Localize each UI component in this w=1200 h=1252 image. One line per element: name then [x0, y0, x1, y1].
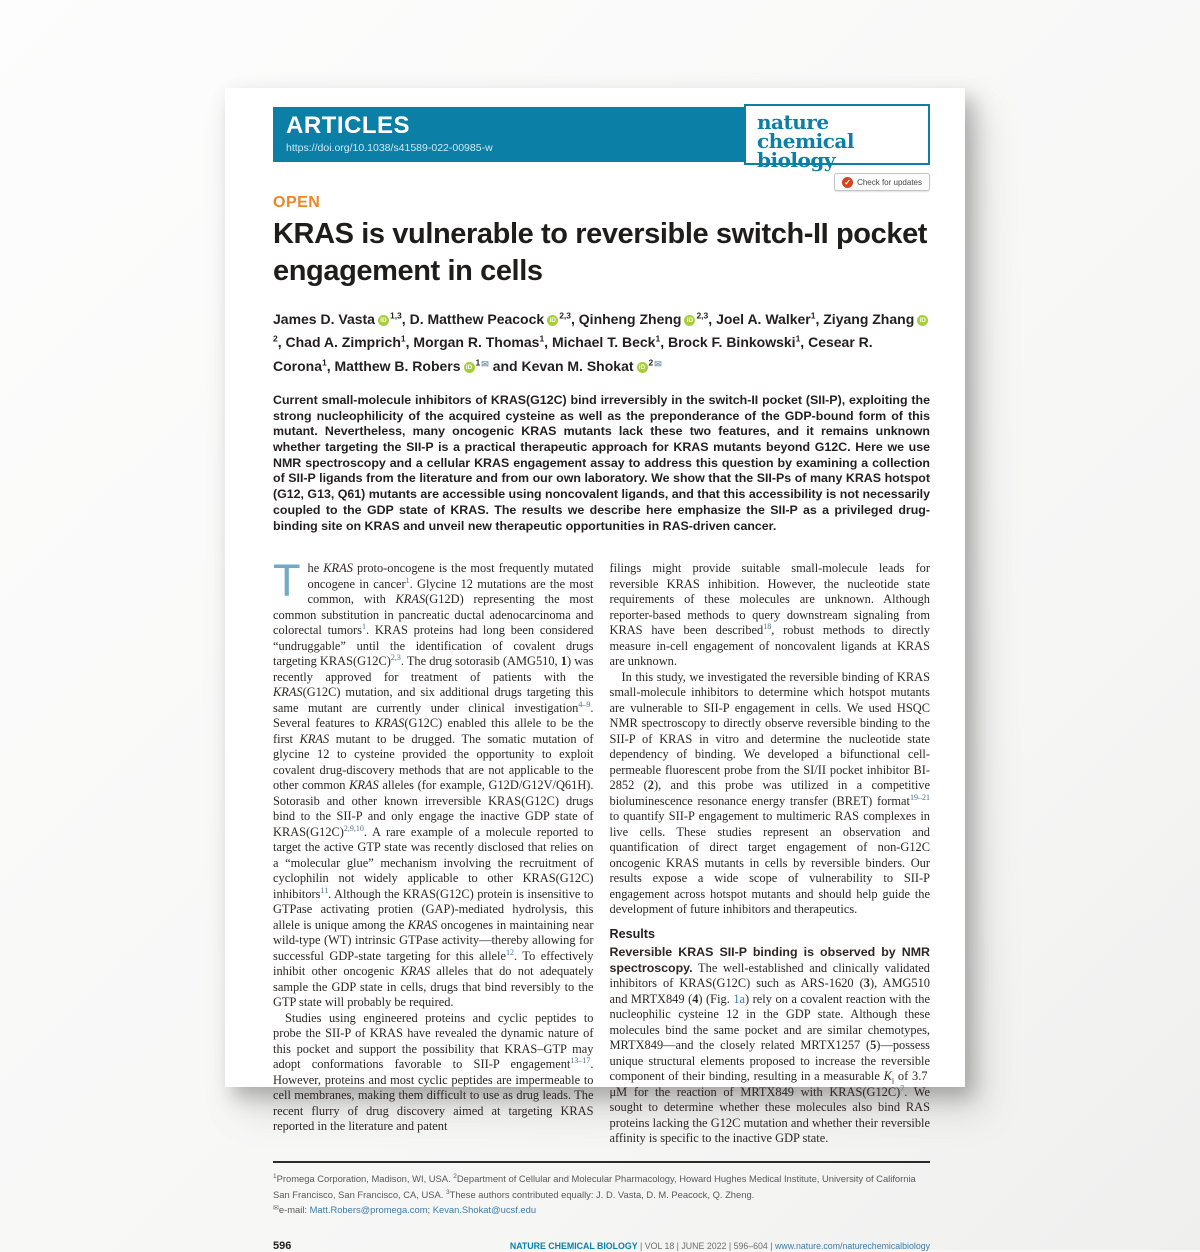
- journal-logo: [744, 104, 930, 172]
- author: Michael T. Beck$^1$,: [551, 333, 668, 351]
- affiliation-superscript: 1: [539, 333, 545, 344]
- affiliation-superscript: 2: [273, 333, 278, 344]
- section-label: ARTICLES: [286, 112, 410, 139]
- orcid-icon[interactable]: iD: [684, 315, 695, 326]
- email-link-robers[interactable]: Matt.Robers@promega.com: [309, 1203, 428, 1215]
- author: James D. Vasta iD$^{1,3}$,: [273, 310, 410, 327]
- right-column: [610, 561, 931, 1147]
- journal-logo-line2: chemical biology: [757, 129, 854, 172]
- author-name: Matthew B. Robers: [334, 357, 461, 374]
- author-list: [273, 305, 930, 376]
- affiliation-superscript: 2: [648, 357, 654, 368]
- affiliations-text: $^1$Promega Corporation, Madison, WI, USA. $^2$Department of Cellular and Molecular Pharmacology, Howard Hughes Medical Institute, University of California San Francisco, San Francisco, CA, USA. $^3$These authors contributed equally: J. D. Vasta, D. M. Peacock, Q. Zheng.: [273, 1172, 916, 1200]
- author: Matthew B. Robers $iD^{1✉}$ and: [334, 357, 522, 374]
- author-name: Michael T. Beck: [551, 334, 656, 351]
- author: [521, 358, 661, 374]
- author: Cesear R. Corona$^1$,: [273, 334, 873, 374]
- affiliation-superscript: 1: [322, 357, 327, 368]
- email-link-shokat[interactable]: Kevan.Shokat@ucsf.edu: [432, 1203, 537, 1215]
- crossmark-icon: ✓: [842, 177, 853, 188]
- check-for-updates-label: Check for updates: [857, 177, 922, 187]
- author-name: Brock F. Binkowski: [667, 334, 796, 351]
- affiliation-superscript: 1: [475, 357, 481, 368]
- orcid-icon[interactable]: iD: [637, 362, 648, 373]
- author-name: Cesear R. Corona: [273, 334, 873, 374]
- abstract-text: Current small-molecule inhibitors of KRAS(G12C) bind irreversibly in the switch-II pocket (SII-P), exploiting the strong nucleophilicity of the acquired cysteine as well as the preponderance of the GDP-bound form of this mutant. Nevertheless, many oncogenic KRAS mutants lack these two features, and it remains unknown whether targeting the SII-P is a practical therapeutic approach for KRAS mutants beyond G12C. Here we use NMR spectroscopy and a cellular KRAS engagement assay to address this question by examining a collection of SII-P ligands from the literature and from our own laboratory. We show that the SII-Ps of many KRAS hotspot (G12, G13, Q61) mutants are accessible using noncovalent ligands, and that this accessibility is not necessarily coupled to the GDP state of KRAS. The results we describe here emphasize the SII-P as a privileged drug-binding site on KRAS and unveil new therapeutic opportunities in RAS-driven cancer.: [273, 392, 930, 533]
- author-name: Kevan M. Shokat: [521, 357, 634, 374]
- author: Chad A. Zimprich$^1$,: [285, 333, 414, 351]
- paragraph: Reversible KRAS SII-P binding is observed by NMR spectroscopy. The well-established and clinically validated inhibitors of KRAS(G12C) such as ARS-1620 (3), AMG510 and MRTX849 (4) (Fig. 1a) rely on a covalent reaction with the nucleophilic cysteine 12 in the GDP state. Although these molecules bind the same pocket and are similar chemotypes, MRTX849—and the closely related MRTX1257 (5)—possess unique structural elements proposed to increase the reversible component of their binding, resulting in a measurable $K_i$ of 3.7 μM for the reaction of MRTX849 with $KRAS(G12C)^7$. We sought to determine whether these molecules also bind RAS proteins lacking the G12C mutation and whether their reversible affinity is specific to the inactive GDP state.: [609, 945, 930, 1146]
- page-number: 596: [273, 1240, 292, 1252]
- paragraph-text: he KRAS proto-oncogene is the most frequently mutated oncogene in cancer$^1$. Glycine 12 mutations are the most common, with KRAS(G12D) representing the most common substitution in pancreatic ductal adenocarcinoma and colorectal tumors$^1$. KRAS proteins had long been considered “undruggable” until the identification of covalent drugs targeting $KRAS(G12C)^{2,3}$. The drug sotorasib (AMG510, 1) was recently approved for treatment of patients with the KRAS(G12C) mutation, and six additional drugs targeting this same mutant are currently under clinical investigation$^{4-9}$. Several features to KRAS(G12C) enabled this allele to be the first KRAS mutant to be drugged. The somatic mutation of glycine 12 to cysteine provided the opportunity to exploit covalent drug-discovery methods that are not applicable to the other common KRAS alleles (for example, G12D/G12V/Q61H). Sotorasib and other known irreversible KRAS(G12C) drugs bind to the SII-P and only engage the inactive GDP state of $KRAS(G12C)^{2,9,10}$. A rare example of a molecule reported to target the active GTP state was recently disclosed that relies on a “molecular glue” mechanism involving the recruitment of cyclophilin not widely applicable to other KRAS(G12C) inhibitors$^{11}$. Although the KRAS(G12C) protein is insensitive to GTPase activating protien (GAP)-mediated hydrolysis, this allele is unique among the KRAS oncogenes in maintaining near wild-type (WT) intrinsic GTPase activity—thereby allowing for successful GDP-state targeting for this allele$^{12}$. To effectively inhibit other oncogenic KRAS alleles that do not adequately sample the GDP state in cells, drugs that bind reversibly to the GTP state will probably be required.: [273, 561, 594, 1010]
- journal-footer-issue: | VOL 18 | JUNE 2022 | 596–604 |: [637, 1241, 775, 1252]
- paragraph: filings might provide suitable small-molecule leads for reversible KRAS inhibition. However, the nucleotide state requirements of these molecules are unknown. Although reporter-based methods to query downstream signaling from KRAS have been described$^{18}$, robust methods to directly measure in-cell engagement of noncovalent ligands at KRAS are unknown.: [609, 561, 930, 669]
- badge-row: [273, 173, 930, 191]
- author: Ziyang Zhang $iD^2$,: [273, 311, 929, 351]
- affiliation-superscript: 2,3: [559, 310, 572, 320]
- doi-link[interactable]: https://doi.org/10.1038/s41589-022-00985-w: [286, 142, 493, 154]
- author-name: Ziyang Zhang: [823, 310, 915, 327]
- affiliation-superscript: 1: [400, 333, 406, 344]
- email-separator: ;: [427, 1203, 433, 1215]
- affiliation-superscript: 2,3: [696, 310, 709, 320]
- author-name: D. Matthew Peacock: [409, 310, 545, 327]
- author-name: James D. Vasta: [273, 310, 375, 327]
- journal-logo-line1: nature: [757, 110, 829, 134]
- header-bar: [273, 107, 930, 172]
- email-label: e-mail:: [278, 1203, 310, 1215]
- orcid-icon[interactable]: iD: [378, 315, 389, 326]
- envelope-icon: ✉: [273, 1204, 279, 1212]
- journal-footer-name: NATURE CHEMICAL BIOLOGY: [509, 1241, 638, 1252]
- journal-footer-url[interactable]: www.nature.com/naturechemicalbiology: [775, 1241, 930, 1252]
- author-name: Qinheng Zheng: [578, 310, 682, 327]
- affiliation-superscript: 1: [810, 310, 816, 320]
- results-heading: Results: [609, 926, 655, 941]
- author: Qinheng Zheng iD$^{2,3}$,: [578, 310, 717, 327]
- paragraph: [273, 555, 594, 1011]
- email-line: [273, 1202, 930, 1217]
- check-for-updates-badge[interactable]: [834, 173, 930, 191]
- article-title: KRAS is vulnerable to reversible switch-II pocket engagement in cells: [273, 218, 928, 287]
- paragraph: Studies using engineered proteins and cyclic peptides to probe the SII-P of KRAS have revealed the dynamic nature of this pocket and support the possibility that KRAS–GTP may adopt conformations favorable to SII-P engagement$^{13-17}$. However, proteins and most cyclic peptides are impermeable to cell membranes, making them difficult to use as drug leads. The recent flurry of drug discovery aimed at targeting KRAS reported in the literature and patent: [273, 1010, 594, 1134]
- author: Brock F. Binkowski$^1$,: [667, 333, 809, 351]
- orcid-icon[interactable]: iD: [547, 315, 558, 326]
- page-footer: [273, 1240, 930, 1252]
- author-name: Morgan R. Thomas: [413, 334, 540, 351]
- orcid-icon[interactable]: iD: [917, 315, 928, 326]
- affiliation-superscript: 1: [655, 333, 661, 344]
- paragraph: In this study, we investigated the reversible binding of KRAS small-molecule inhibitors to determine which hotspot mutants are vulnerable to SII-P engagement in cells. We used HSQC NMR spectroscopy to directly observe reversible binding to the SII-P of KRAS in vitro and determine the nucleotide state dependency of binding. We developed a bifunctional cell-permeable fluorescent probe from the SI/II pocket inhibitor BI-2852 (2), and this probe was utilized in a competitive bioluminescence resonance energy transfer (BRET) format$^{19-21}$ to quantify SII-P engagement to multimeric RAS complexes in live cells. These studies represent an observation and quantification of direct target engagement of non-G12C oncogenic KRAS mutants in cells by reversible binders. Our results expose a wide scope of vulnerability to SII-P engagement across hotspot mutants and should help guide the development of future inhibitors and therapeutics.: [609, 669, 930, 917]
- affiliation-superscript: 1,3: [389, 310, 402, 320]
- footnote-divider: [273, 1161, 930, 1163]
- orcid-icon[interactable]: iD: [464, 362, 475, 373]
- author-name: Chad A. Zimprich: [285, 334, 401, 351]
- envelope-icon: ✉: [654, 358, 662, 369]
- left-column: [273, 555, 594, 1147]
- article-body: [273, 555, 930, 1147]
- author: Joel A. Walker$^1$,: [716, 310, 824, 327]
- author: D. Matthew Peacock iD$^{2,3}$,: [409, 310, 579, 327]
- open-access-label: OPEN: [273, 194, 321, 211]
- affiliation-superscript: 1: [795, 333, 801, 344]
- envelope-icon: ✉: [481, 358, 489, 369]
- paper-page: [225, 88, 965, 1252]
- author: Morgan R. Thomas$^1$,: [413, 333, 552, 351]
- drop-cap: T: [273, 555, 301, 607]
- author-name: Joel A. Walker: [716, 310, 811, 327]
